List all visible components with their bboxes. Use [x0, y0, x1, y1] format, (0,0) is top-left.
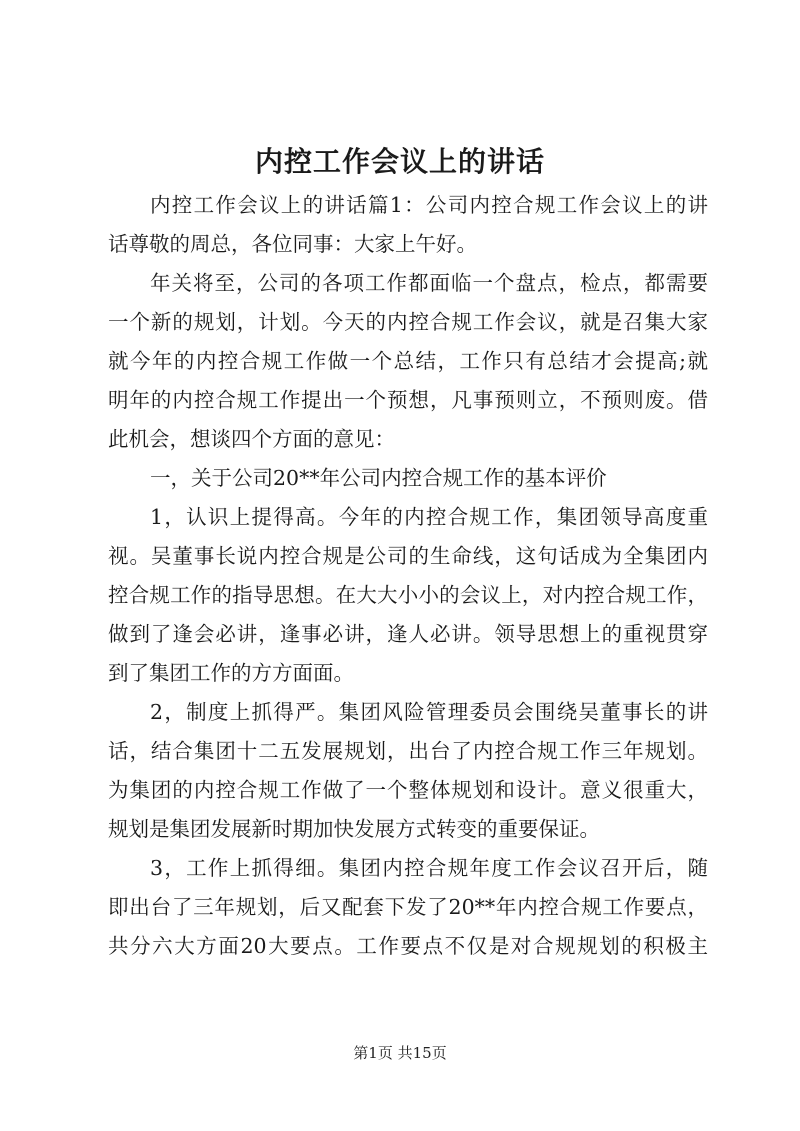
body-line: 共分六大方面20大要点。工作要点不仅是对合规规划的积极主 [108, 934, 708, 958]
body-line: 视。吴董事长说内控合规是公司的生命线，这句话成为全集团内 [108, 544, 708, 568]
body-line: 1，认识上提得高。今年的内控合规工作，集团领导高度重 [150, 505, 708, 529]
body-line: 3，工作上抓得细。集团内控合规年度工作会议召开后，随 [150, 856, 708, 880]
body-line: 为集团的内控合规工作做了一个整体规划和设计。意义很重大， [108, 778, 708, 802]
body-line: 话尊敬的周总，各位同事：大家上午好。 [108, 232, 477, 256]
body-line: 即出台了三年规划，后又配套下发了20**年内控合规工作要点， [108, 895, 708, 919]
page-number-footer: 第1页 共15页 [353, 1044, 447, 1062]
document-body [108, 186, 708, 966]
body-line: 一，关于公司20**年公司内控合规工作的基本评价 [150, 466, 607, 490]
body-line: 话，结合集团十二五发展规划，出台了内控合规工作三年规划。 [108, 739, 708, 763]
body-line: 就今年的内控合规工作做一个总结，工作只有总结才会提高;就 [108, 349, 708, 373]
body-line: 控合规工作的指导思想。在大大小小的会议上，对内控合规工作， [108, 583, 708, 607]
body-line: 2，制度上抓得严。集团风险管理委员会围绕吴董事长的讲 [150, 700, 708, 724]
body-line: 内控工作会议上的讲话篇1：公司内控合规工作会议上的讲 [150, 193, 708, 217]
body-line: 年关将至，公司的各项工作都面临一个盘点，检点，都需要 [150, 271, 708, 295]
body-line: 做到了逢会必讲，逢事必讲，逢人必讲。领导思想上的重视贯穿 [108, 622, 708, 646]
body-line: 规划是集团发展新时期加快发展方式转变的重要保证。 [108, 817, 600, 841]
document-title: 内控工作会议上的讲话 [254, 145, 545, 178]
body-line: 明年的内控合规工作提出一个预想，凡事预则立，不预则废。借 [108, 388, 708, 412]
body-line: 此机会，想谈四个方面的意见： [108, 427, 395, 451]
body-line: 到了集团工作的方方面面。 [108, 661, 354, 685]
body-line: 一个新的规划，计划。今天的内控合规工作会议，就是召集大家 [108, 310, 708, 334]
